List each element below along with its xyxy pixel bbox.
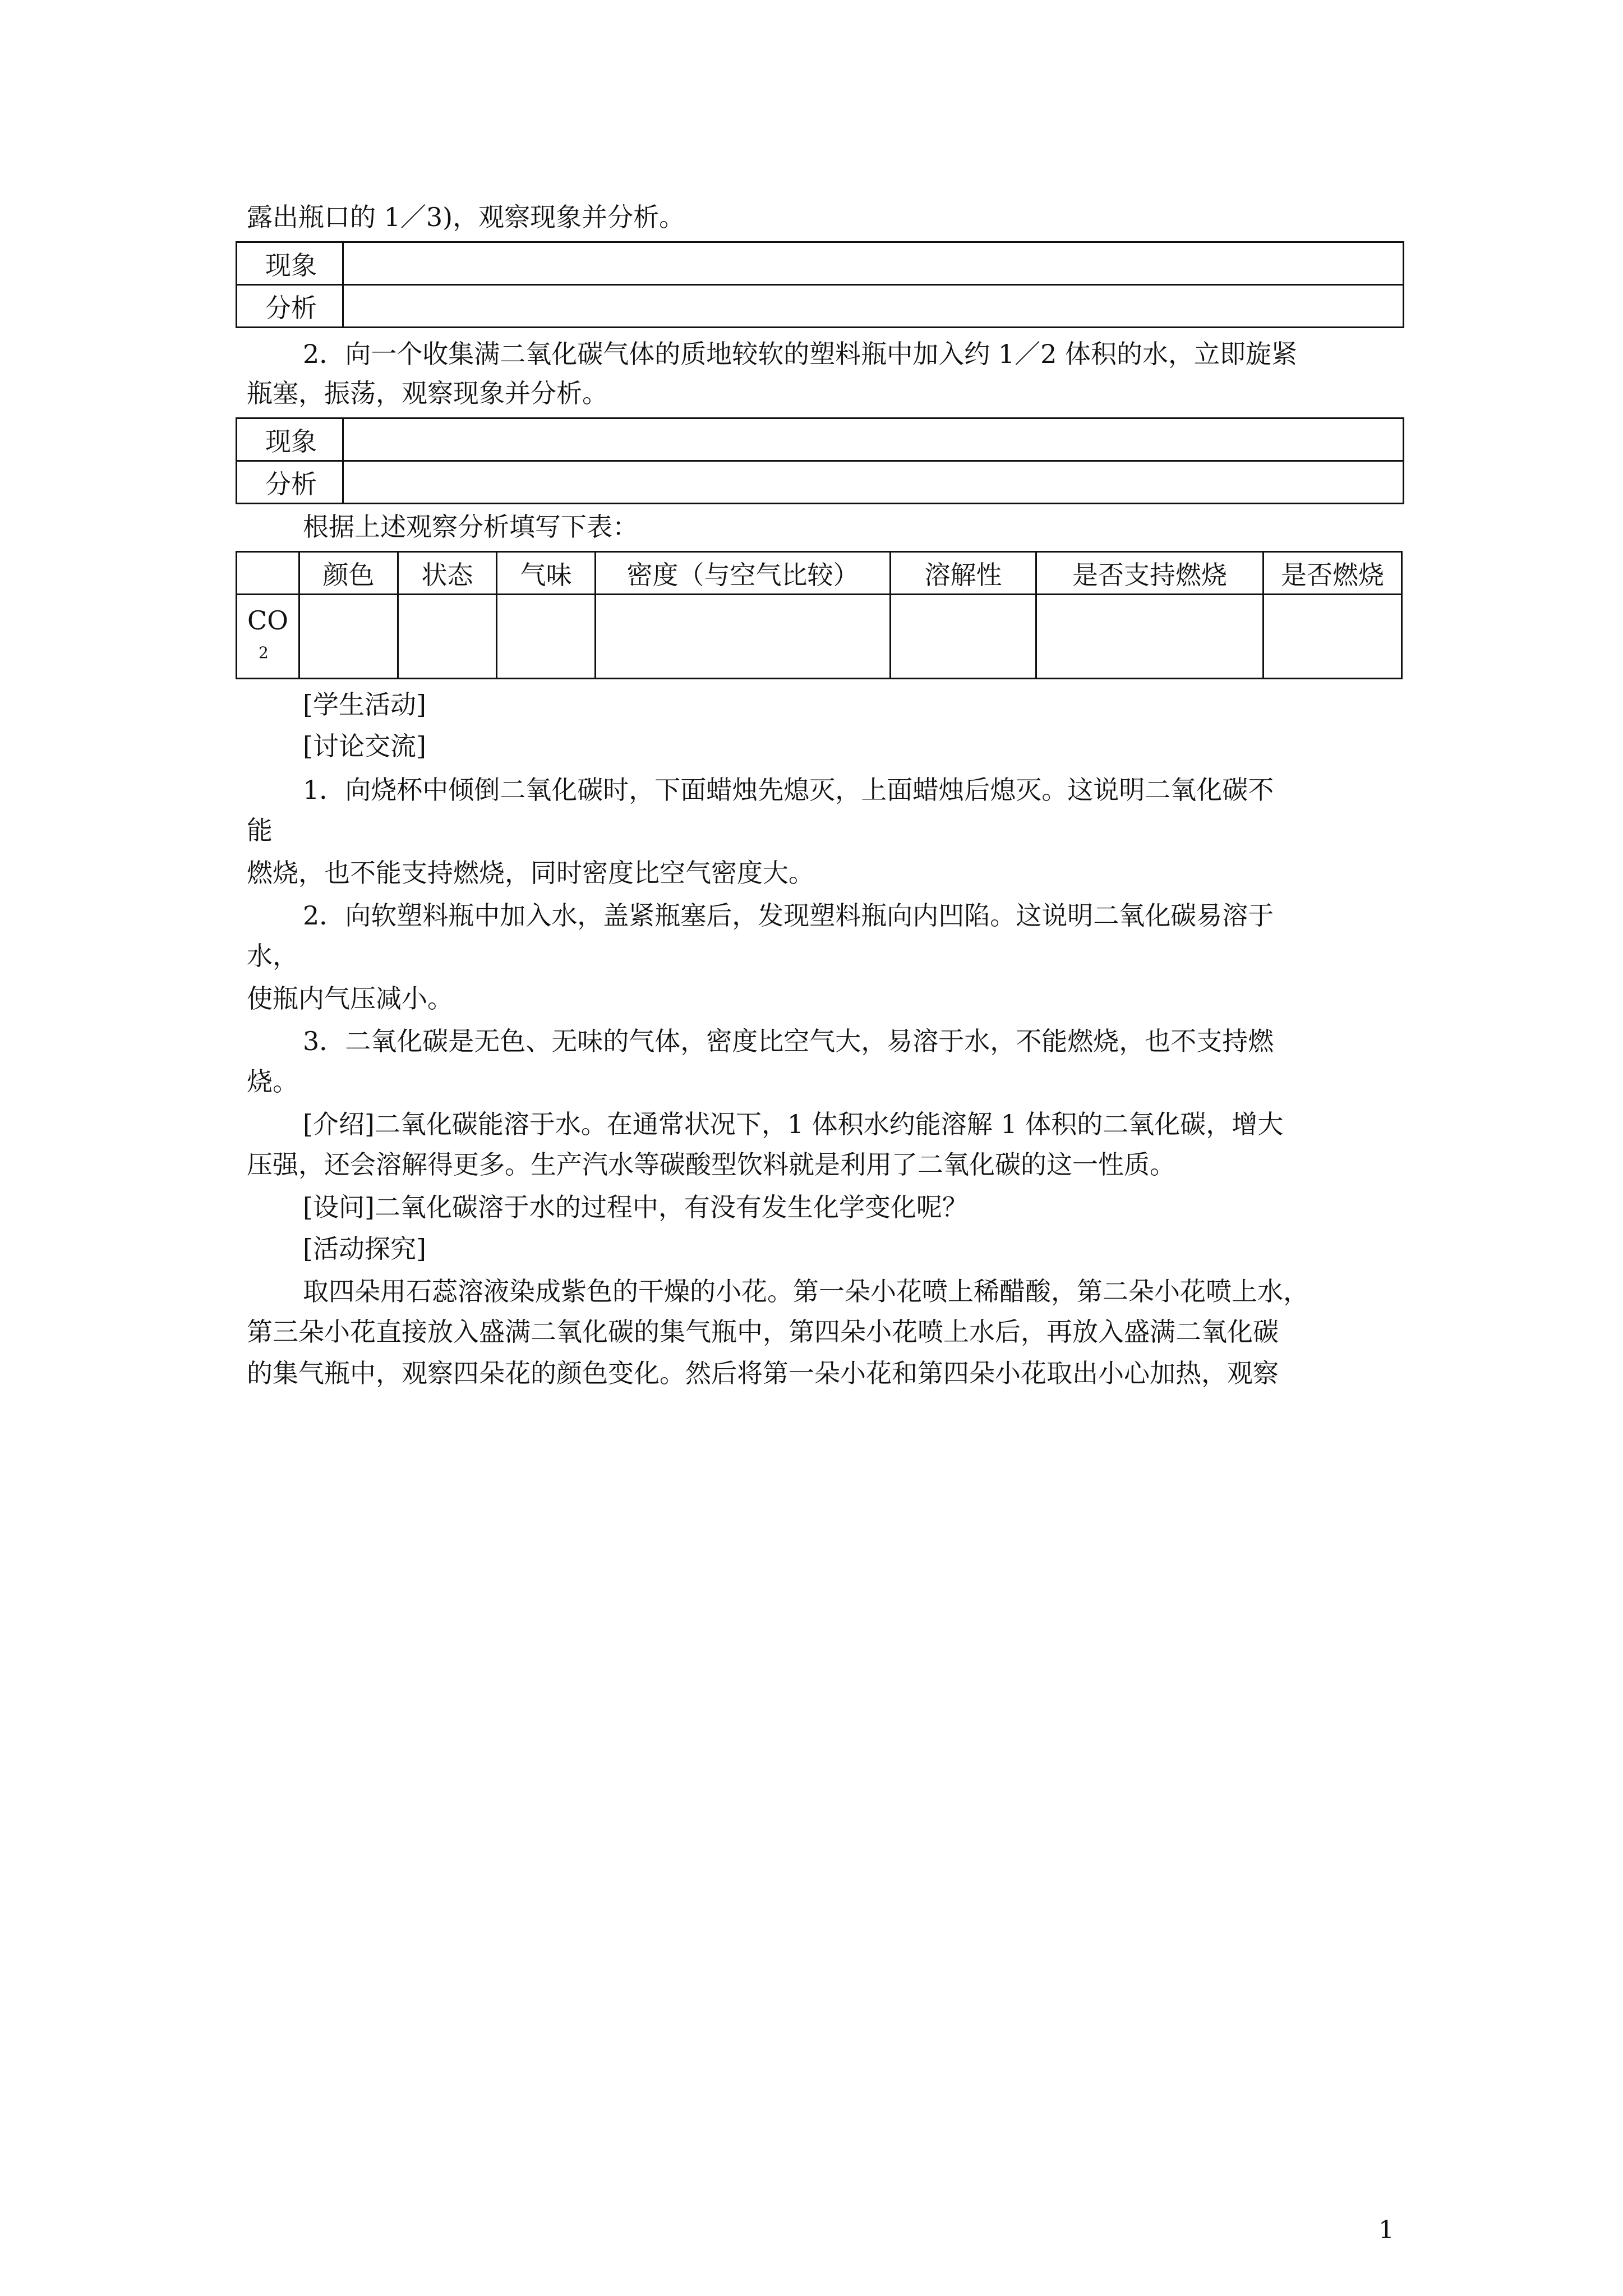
- introduction-line-1: [介绍]二氧化碳能溶于水。在通常状况下，1 体积水约能溶解 1 体积的二氧化碳，增大: [303, 1109, 1284, 1139]
- experiment-2-line-1: 2．向一个收集满二氧化碳气体的质地较软的塑料瓶中加入约 1／2 体积的水，立即旋紧: [303, 339, 1298, 369]
- discussion-1-line-2: 能: [247, 815, 273, 845]
- analysis-label: 分析: [237, 285, 343, 328]
- intro-line: 露出瓶口的 1／3)，观察现象并分析。: [247, 202, 685, 232]
- activity-heading: [活动探究]: [303, 1234, 426, 1264]
- discussion-2-line-1: 2．向软塑料瓶中加入水，盖紧瓶塞后，发现塑料瓶向内凹陷。这说明二氧化碳易溶于: [303, 900, 1274, 931]
- answer-cell-odor[interactable]: [497, 595, 596, 679]
- answer-cell-combustible[interactable]: [1264, 595, 1402, 679]
- answer-cell-density[interactable]: [596, 595, 891, 679]
- answer-cell-supports-combustion[interactable]: [1036, 595, 1264, 679]
- discussion-1-line-1: 1．向烧杯中倾倒二氧化碳时，下面蜡烛先熄灭，上面蜡烛后熄灭。这说明二氧化碳不: [303, 775, 1274, 805]
- discussion-2-line-2: 水，: [247, 941, 298, 971]
- analysis-label: 分析: [237, 461, 343, 504]
- header-color: 颜色: [299, 552, 398, 595]
- discussion-heading: [讨论交流]: [303, 731, 426, 761]
- observation-table-1: [236, 241, 1404, 328]
- phenomenon-cell[interactable]: [343, 418, 1404, 461]
- header-density: 密度（与空气比较）: [596, 552, 891, 595]
- properties-table: [236, 551, 1403, 679]
- introduction-line-2: 压强，还会溶解得更多。生产汽水等碳酸型饮料就是利用了二氧化碳的这一性质。: [247, 1149, 1175, 1180]
- header-solubility: 溶解性: [891, 552, 1036, 595]
- analysis-cell[interactable]: [343, 461, 1404, 504]
- discussion-2-line-3: 使瓶内气压减小。: [247, 983, 453, 1014]
- student-activity-heading: [学生活动]: [303, 689, 426, 720]
- discussion-1-line-3: 燃烧，也不能支持燃烧，同时密度比空气密度大。: [247, 858, 814, 888]
- header-combustible: 是否燃烧: [1264, 552, 1402, 595]
- activity-line-3: 的集气瓶中，观察四朵花的颜色变化。然后将第一朵小花和第四朵小花取出小心加热，观察: [247, 1358, 1279, 1388]
- question-line: [设问]二氧化碳溶于水的过程中，有没有发生化学变化呢？: [303, 1192, 968, 1222]
- header-supports-combustion: 是否支持燃烧: [1036, 552, 1264, 595]
- corner-cell: [237, 552, 299, 595]
- phenomenon-label: 现象: [237, 418, 343, 461]
- fill-prompt: 根据上述观察分析填写下表：: [303, 512, 638, 542]
- header-odor: 气味: [497, 552, 596, 595]
- answer-cell-color[interactable]: [299, 595, 398, 679]
- experiment-2-line-2: 瓶塞，振荡，观察现象并分析。: [247, 378, 608, 408]
- phenomenon-cell[interactable]: [343, 242, 1404, 285]
- co2-row-label: [237, 595, 299, 679]
- phenomenon-label: 现象: [237, 242, 343, 285]
- analysis-cell[interactable]: [343, 285, 1404, 328]
- answer-cell-solubility[interactable]: [891, 595, 1036, 679]
- activity-line-1: 取四朵用石蕊溶液染成紫色的干燥的小花。第一朵小花喷上稀醋酸，第二朵小花喷上水，: [303, 1276, 1309, 1306]
- answer-cell-state[interactable]: [398, 595, 497, 679]
- observation-table-2: [236, 417, 1404, 504]
- discussion-3-line-2: 烧。: [247, 1066, 298, 1097]
- discussion-3-line-1: 3．二氧化碳是无色、无味的气体，密度比空气大，易溶于水，不能燃烧，也不支持燃: [303, 1026, 1274, 1056]
- activity-line-2: 第三朵小花直接放入盛满二氧化碳的集气瓶中，第四朵小花喷上水后，再放入盛满二氧化碳: [247, 1317, 1279, 1347]
- co2-text: CO: [247, 605, 288, 636]
- page-number: 1: [1378, 2216, 1394, 2244]
- header-state: 状态: [398, 552, 497, 595]
- co2-subscript: 2: [259, 643, 269, 662]
